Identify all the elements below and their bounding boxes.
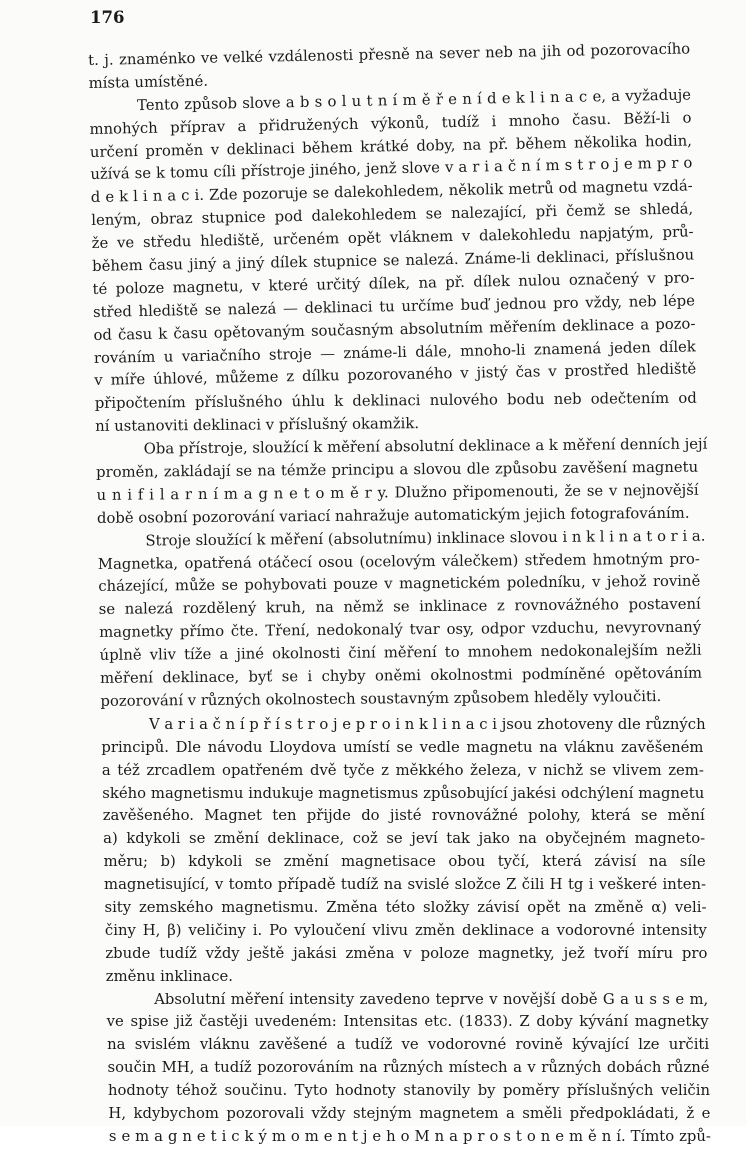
text-line: mnohých příprav a přidružených výkonů, tudíž i mnoho času. Běží-li o: [89, 109, 692, 138]
text-line: měření deklinace, byť se i chyby oněmi okolnostmi podmíněné opětováním: [100, 664, 703, 687]
text-line: hodnoty téhož součinu. Tyto hodnoty stanovily by poměry příslušných veličin: [107, 1081, 710, 1099]
text-line: střed hlediště se nalezá — deklinaci tu určíme buď jednou pro vždy, neb lépe: [92, 292, 696, 321]
text-line: pozorování v různých okolnostech soustavným způsobem hleděly vyloučiti.: [100, 687, 662, 710]
text-line: rováním u variačního stroje — známe-li dále, mnoho-li znamená jeden dílek: [93, 337, 696, 367]
text-line: změnu inklinace.: [105, 967, 233, 985]
text-line: té poloze magnetu, v které určitý dílek, na př. dílek nulou označený v pro-: [92, 269, 695, 298]
text-line: H, kdybychom pozorovali vždy stejným magnetem a směli předpokládati, ž e: [108, 1104, 711, 1122]
text-line: na svislém vláknu zavěšené a tudíž ve vodorovné rovině kývající lze určiti: [107, 1036, 710, 1054]
text-line: magnetky přímo čte. Tření, nedokonalý tvar osy, odpor vzduchu, nevyrovnaný: [99, 618, 702, 642]
text-line: Oba přístroje, sloužící k měření absolutní deklinace a k měření denních její: [143, 435, 708, 458]
text-line: úplně vliv tíže a jiné okolnosti činí měření to mnohem nedokonalejším nežli: [99, 641, 702, 665]
text-line: s e m a g n e t i c k ý m o m e n t j e h o M n a p r o s t o n e m ě n í. Tímto způ-: [108, 1127, 711, 1145]
text-line: součin MH, a tudíž pozorováním na různých místech a v různých dobách různé: [107, 1058, 710, 1076]
text-line: v míře úhlové, můžeme z dílku pozorovaného v jistý čas v prostřed hlediště: [94, 360, 697, 390]
text-line: ského magnetismu indukuje magnetismus způsobující jakési odchýlení magnetu: [102, 784, 705, 802]
text-line: d e k l i n a c i. Zde pozoruje se dalekohledem, několik metrů od magnetu vzdá-: [90, 177, 693, 207]
text-line: Stroje sloužící k měření (absolutnímu) inklinace slovou i n k l i n a t o r i a.: [145, 527, 706, 550]
text-line: principů. Dle návodu Lloydova umístí se vedle magnetu na vláknu zavěšeném: [101, 738, 704, 756]
text-line: době osobní pozorování variací nahražuje automatickým jejich fotografováním.: [96, 504, 690, 527]
text-line: měru; b) kdykoli se změní magnetisace obou tyčí, která závisí na síle: [103, 853, 706, 871]
text-line: činy H, β) veličiny i. Po vyloučení vlivu změn deklinace a vodorovné intensity: [104, 921, 707, 939]
text-line: se nalezá rozdělený kruh, na němž se inklinace z rovnovážného postavení: [98, 596, 701, 619]
text-line: t. j. znaménko ve velké vzdálenosti přesně na sever neb na jih od pozorovacího: [88, 40, 691, 69]
text-line: určení proměn v deklinaci během krátké doby, na př. během několika hodin,: [89, 131, 693, 161]
text-line: ve spise již častěji uvedeném: Intensitas etc. (1833). Z doby kývání magnetky: [106, 1013, 709, 1031]
text-line: připočtením příslušného úhlu k deklinaci nulového bodu neb odečtením od: [94, 390, 697, 413]
text-line: u n i f i l a r n í m a g n e t o m ě r y. Dlužno připomenouti, že se v nejnovější: [96, 481, 699, 504]
page-number: 176: [90, 8, 125, 27]
text-line: Tento způsob slove a b s o l u t n í m ě ř e n í d e k l i n a c e, a vyžaduje: [136, 86, 692, 114]
text-line: během času jiný a jiný dílek stupnice se nalezá. Známe-li deklinaci, příslušnou: [91, 246, 695, 275]
text-line: od času k času opětovaným současným absolutním měřením deklinace a pozo-: [93, 315, 696, 344]
body-text: [88, 38, 711, 1148]
text-line: ní ustanoviti deklinaci v příslušný okamžik.: [95, 415, 420, 436]
text-line: a též zrcadlem opatřeném dvě tyče z měkkého železa, v nichž se vlivem zem-: [101, 761, 704, 779]
text-line: užívá se k tomu cíli přístroje jiného, jenž slove v a r i a č n í m s t r o j e m p r o: [90, 154, 693, 184]
text-line: místa umístěné.: [88, 72, 209, 92]
text-line: že ve středu hlediště, určeném opět vláknem v dalekohledu napjatým, prů-: [91, 223, 694, 253]
text-line: proměn, zakládají se na témže principu a slovou dle způsobu zavěšení magnetu: [96, 458, 699, 481]
text-line: leným, obraz stupnice pod dalekohledem se nalezající, při čemž se shledá,: [91, 200, 694, 230]
text-line: cházející, může se pohybovati pouze v magnetickém poledníku, v jehož rovině: [98, 573, 701, 596]
text-line: Magnetka, opatřená otáčecí osou (ocelovým válečkem) středem hmotným pro-: [97, 550, 700, 573]
text-line: zavěšeného. Magnet ten přijde do jisté rovnovážné polohy, která se mění: [102, 807, 705, 825]
text-line: a) kdykoli se změní deklinace, což se jeví tak jako na obyčejném magneto-: [103, 830, 706, 848]
text-line: magnetisující, v tomto případě tudíž na svislé složce Z čili H tg i veškeré inten-: [104, 875, 707, 893]
text-line: V a r i a č n í p ř í s t r o j e p r o i n k l i n a c i jsou zhotoveny dle různých: [148, 715, 706, 733]
text-line: sity zemského magnetismu. Změna této složky závisí opět na změně α) veli-: [104, 898, 707, 916]
text-line: zbude tudíž vždy ještě jakási změna v poloze magnetky, jež tvoří míru pro: [105, 944, 708, 962]
text-line: Absolutní měření intensity zavedeno teprve v novější době G a u s s e m,: [154, 990, 709, 1008]
